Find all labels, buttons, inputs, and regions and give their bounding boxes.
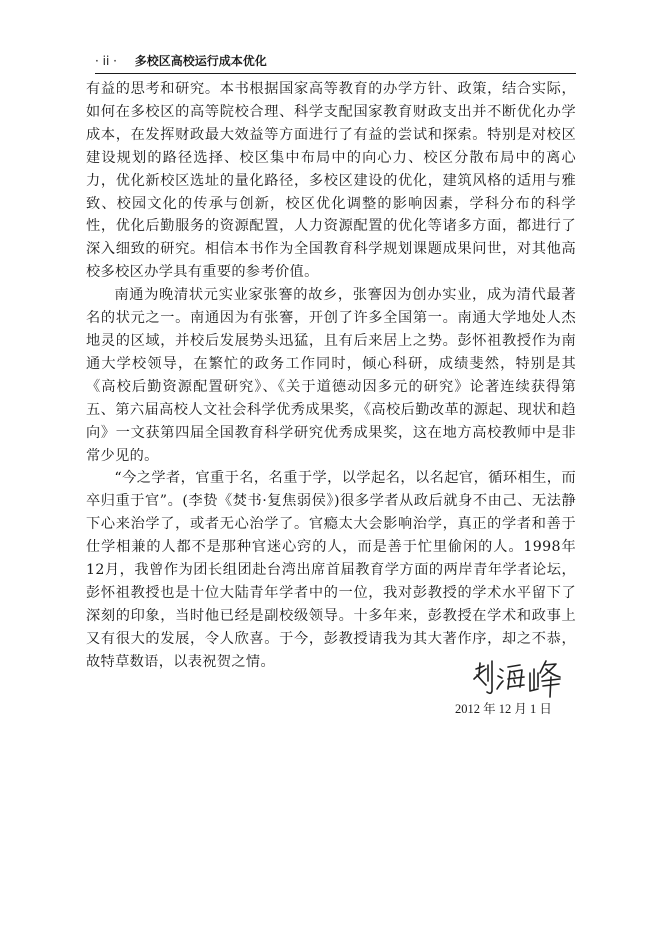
- running-title: 多校区高校运行成本优化: [134, 54, 267, 68]
- body-text: [86, 78, 576, 674]
- header-rule: [95, 73, 576, 74]
- page-number: · ii ·: [95, 54, 117, 68]
- date: 2012 年 12 月 1 日: [455, 702, 552, 716]
- paragraph: 南通为晚清状元实业家张謇的故乡，张謇因为创办实业，成为清代最著名的状元之一。南通因为有张謇，开创了许多全国第一。南通大学地处人杰地灵的区域，并校后发展势头迅猛，且有后来居上之势。彭怀祖教授作为南通大学校领导，在繁忙的政务工作同时，倾心科研，成绩斐然，特别是其《高校后勤资源配置研究》、《关于道德动因多元的研究》论著连续获得第五、第六届高校人文社会科学优秀成果奖，《高校后勤改革的源起、现状和趋向》一文获第四届全国教育科学研究优秀成果奖，这在地方高校教师中是非常少见的。: [86, 287, 576, 464]
- paragraph: “今之学者，官重于名，名重于学，以学起名，以名起官，循环相生，而卒归重于官”。(李贽《焚书·复焦弱侯》)很多学者从政后就身不由己、无法静下心来治学了，或者无心治学了。官瘾太大会影响治学，真正的学者和善于仕学相兼的人都不是那种官迷心窍的人，而是善于忙里偷闲的人。1998年12月，我曾作为团长组团赴台湾出席首届教育学方面的两岸青年学者论坛，彭怀祖教授也是十位大陆青年学者中的一位，我对彭教授的学术水平留下了深刻的印象，当时他已经是副校级领导。十多年来，彭教授在学术和政事上又有很大的发展，令人欣喜。于今，彭教授请我为其大著作序，却之不恭，故特草数语，以表祝贺之情。: [86, 470, 576, 670]
- paragraph: 有益的思考和研究。本书根据国家高等教育的办学方针、政策，结合实际，如何在多校区的高等院校合理、科学支配国家教育财政支出并不断优化办学成本，在发挥财政最大效益等方面进行了有益的尝试和探索。特别是对校区建设规划的路径选择、校区集中布局中的向心力、校区分散布局中的离心力，优化新校区选址的量化路径，多校区建设的优化，建筑风格的适用与雅致、校园文化的传承与创新，校区优化调整的影响因素，学科分布的科学性，优化后勤服务的资源配置，人力资源配置的优化等诸多方面，都进行了深入细致的研究。相信本书作为全国教育科学规划课题成果问世，对其他高校多校区办学具有重要的参考价值。: [86, 81, 576, 281]
- running-header: [95, 52, 576, 72]
- handwritten-signature: [470, 655, 566, 701]
